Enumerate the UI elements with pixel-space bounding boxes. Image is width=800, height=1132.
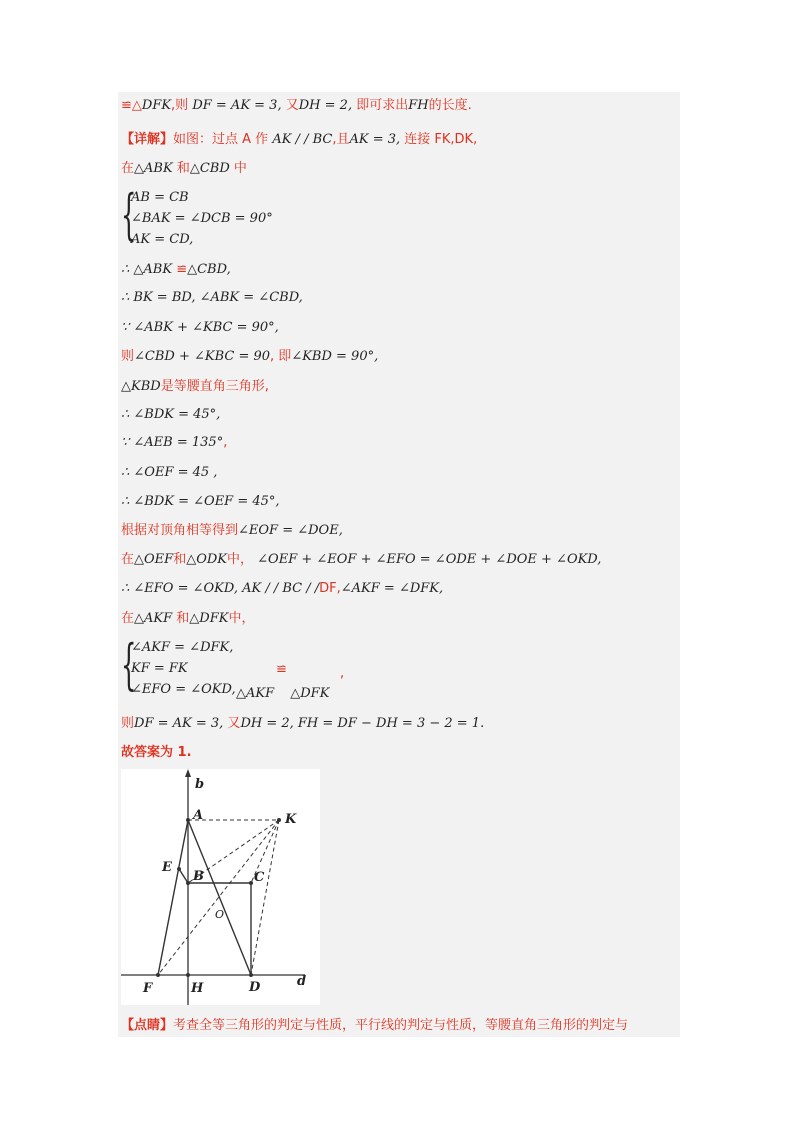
point-E <box>177 867 181 871</box>
text-fragment: ,则 <box>171 98 189 113</box>
comma-mark <box>340 664 344 684</box>
text-fragment: 在 <box>121 161 135 176</box>
math-expr: ∠OEF + ∠EOF + ∠EFO = ∠ODE + ∠DOE + ∠OKD, <box>257 552 602 567</box>
math-expr: AK / / BC <box>272 132 333 147</box>
math-expr: DF = AK = 3, <box>192 98 282 113</box>
math-expr: DF = AK = 3, <box>134 716 224 731</box>
text-fragment: , <box>223 435 228 450</box>
text-fragment: 中， <box>228 611 255 626</box>
label-F: F <box>143 981 153 996</box>
point-H <box>186 973 190 977</box>
math-expr: ∵ ∠ABK + ∠KBC = 90°, <box>121 320 279 335</box>
math-expr: AK = 3, <box>349 132 401 147</box>
text-fragment: 的长度. <box>428 98 472 113</box>
section-tag-detail: 【详解】 <box>121 132 174 147</box>
math-expr: ∴ ∠BDK = ∠OEF = 45°, <box>121 494 280 509</box>
geometry-diagram <box>121 769 320 1005</box>
math-expr: ∴ △ABK <box>121 262 173 277</box>
text-line-11 <box>121 463 217 483</box>
text-line-9 <box>121 405 220 425</box>
text-fragment: 又 <box>227 716 241 731</box>
math-expr: △AKF <box>236 686 275 701</box>
math-expr: ∠AKF = ∠DFK, <box>340 581 444 596</box>
text-fragment: 和 <box>176 611 190 626</box>
text-fragment: , <box>340 666 345 681</box>
text-fragment: 又 <box>285 98 299 113</box>
text-fragment: ,且 <box>332 132 350 147</box>
math-expr: ∴ ∠EFO = ∠OKD, <box>121 581 238 596</box>
equation-system-1 <box>121 183 273 250</box>
answer-line: 故答案为 1. <box>121 745 192 760</box>
text-line-6 <box>121 318 279 338</box>
text-fragment: 和 <box>173 552 187 567</box>
math-expr: △AKF <box>134 611 173 626</box>
math-expr: △CBD, <box>187 262 231 277</box>
text-fragment: DF, <box>319 581 341 596</box>
text-line-10 <box>121 433 227 453</box>
text-fragment: 则 <box>121 349 135 364</box>
math-expr: DH = 2, <box>298 98 353 113</box>
label-K: K <box>285 812 297 827</box>
system-row: AK = CD, <box>131 232 194 247</box>
label-B: B <box>193 869 204 884</box>
axis-b-arrow <box>185 769 191 777</box>
text-fragment: 根据对顶角相等得到 <box>121 523 239 538</box>
system-row: ∠EFO = ∠OKD, <box>131 682 236 697</box>
text-fragment: 在 <box>121 552 135 567</box>
point-F <box>156 973 160 977</box>
congruent-symbol: ≌ <box>276 662 287 677</box>
point-D <box>249 973 253 977</box>
text-line-15 <box>121 579 443 599</box>
text-line-7 <box>121 347 378 367</box>
math-expr: △CBD <box>189 161 230 176</box>
congruent-mark <box>276 660 287 680</box>
segment-AF <box>158 820 188 975</box>
point-A <box>186 818 190 822</box>
point-C <box>249 881 253 885</box>
congruent-symbol: ≌ <box>176 262 188 277</box>
text-fragment: 连接 FK,DK, <box>404 132 478 147</box>
text-line-1 <box>121 96 472 116</box>
math-expr: AK / / BC / / <box>242 581 320 596</box>
text-fragment: 是等腰直角三角形, <box>160 379 269 394</box>
conclusion-triangles <box>236 684 329 704</box>
math-expr: ∴ BK = BD, ∠ABK = ∠CBD, <box>121 290 303 305</box>
math-expr: ∠CBD + ∠KBC = 90 <box>134 349 271 364</box>
math-expr: △ABK <box>134 161 173 176</box>
math-expr: ∠KBD = 90°, <box>291 349 379 364</box>
text-line-3 <box>121 159 247 179</box>
math-expr: ∵ ∠AEB = 135° <box>121 435 224 450</box>
segment-KD <box>251 820 279 975</box>
label-d: d <box>297 974 307 989</box>
text-line-17 <box>121 714 484 734</box>
text-line-8 <box>121 377 269 397</box>
math-expr: △OEF <box>134 552 174 567</box>
system-row: ∠BAK = ∠DCB = 90° <box>131 211 273 226</box>
text-line-14 <box>121 550 601 570</box>
left-brace: { <box>121 633 137 696</box>
equation-system-2 <box>121 633 236 700</box>
text-fragment: 如图：过点 A 作 <box>173 132 269 147</box>
label-H: H <box>191 981 204 996</box>
text-line-5 <box>121 288 303 308</box>
segment-AD <box>188 820 251 975</box>
segment-EB <box>179 869 188 883</box>
text-line-12 <box>121 492 280 512</box>
text-line-2 <box>121 130 477 150</box>
system-row: AB = CB <box>131 190 189 205</box>
label-D: D <box>249 980 261 995</box>
text-line-18 <box>121 743 192 763</box>
text-line-16 <box>121 609 254 629</box>
label-A: A <box>193 808 204 823</box>
text-line-19 <box>121 1016 628 1036</box>
section-tag-comment: 【点睛】 <box>121 1018 174 1033</box>
label-E: E <box>162 860 172 875</box>
math-expr: △ODK <box>186 552 227 567</box>
text-fragment: 在 <box>121 611 135 626</box>
text-fragment: , 即 <box>270 349 292 364</box>
segment-KF <box>158 820 279 975</box>
math-expr: FH <box>408 98 429 113</box>
math-expr: ∴ ∠OEF = 45 , <box>121 465 218 480</box>
label-O: O <box>215 908 225 921</box>
math-expr: ∴ ∠BDK = 45°, <box>121 407 221 422</box>
point-B <box>186 881 190 885</box>
math-expr: FH = DF − DH = 3 − 2 = 1. <box>297 716 485 731</box>
system-row: KF = FK <box>131 661 188 676</box>
left-brace: { <box>121 183 137 246</box>
text-fragment: 中， <box>227 552 254 567</box>
label-b: b <box>195 777 205 792</box>
text-fragment: 和 <box>176 161 190 176</box>
text-fragment: 则 <box>121 716 135 731</box>
text-fragment: 即可求出 <box>356 98 409 113</box>
congruent-symbol: ≌△ <box>121 98 142 113</box>
math-expr: △DFK <box>189 611 229 626</box>
math-expr: DH = 2, <box>240 716 294 731</box>
text-line-4 <box>121 260 231 280</box>
math-expr: △KBD <box>121 379 161 394</box>
geometry-figure <box>121 769 320 1005</box>
system-row: ∠AKF = ∠DFK, <box>131 640 234 655</box>
math-expr: ∠EOF = ∠DOE, <box>238 523 343 538</box>
math-expr: △DFK <box>290 686 330 701</box>
label-C: C <box>254 870 265 885</box>
text-fragment: 考查全等三角形的判定与性质，平行线的判定与性质，等腰直角三角形的判定与 <box>173 1018 629 1033</box>
text-line-13 <box>121 521 343 541</box>
text-fragment: 中 <box>233 161 247 176</box>
math-expr: DFK <box>141 98 172 113</box>
point-K <box>277 818 281 822</box>
